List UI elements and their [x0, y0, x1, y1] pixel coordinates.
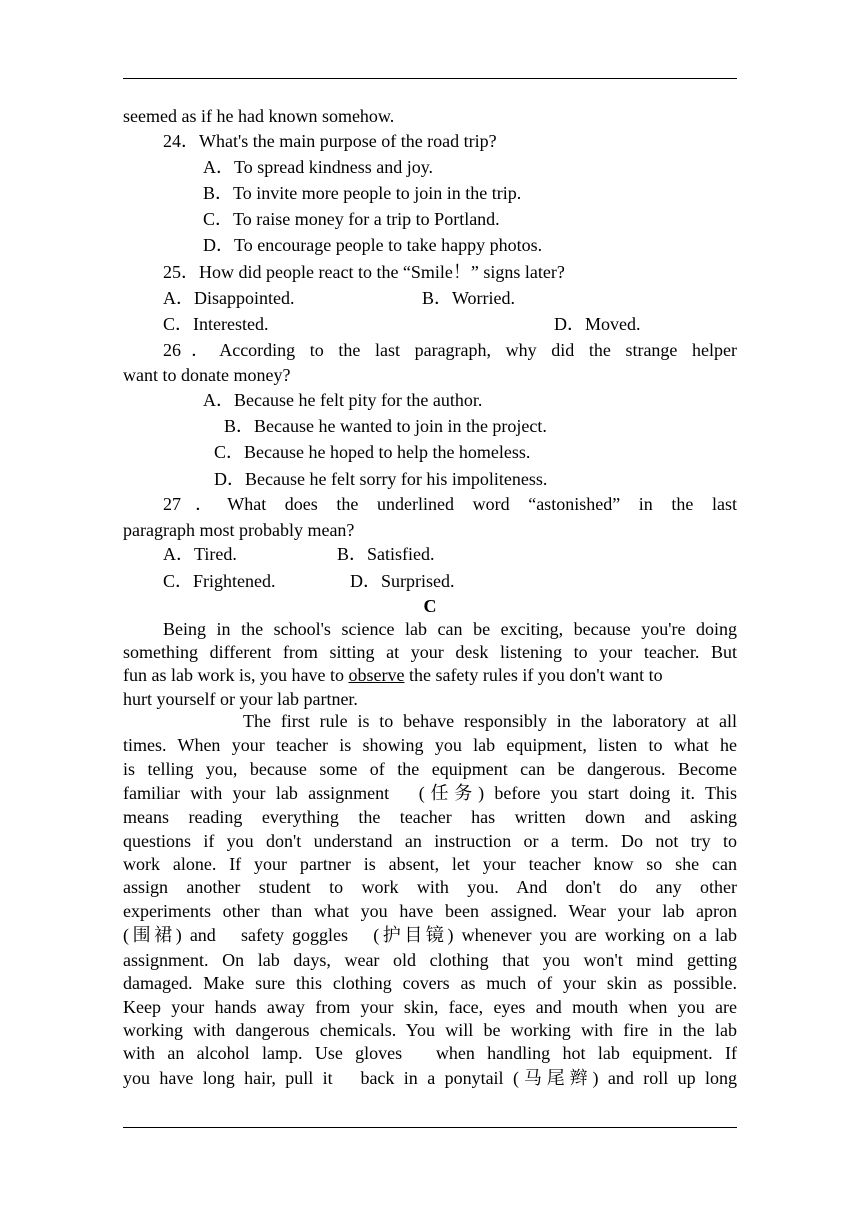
question-25-option-c: C．Interested. [163, 314, 269, 334]
passage-line: with an alcohol lamp. Use gloves when handling hot lab equipment. If [123, 1043, 737, 1063]
passage-line: work alone. If your partner is absent, let your teacher know so she can [123, 854, 737, 874]
passage-line: questions if you don't understand an instruction or a term. Do not try to [123, 831, 737, 851]
question-25-option-b: B．Worried. [422, 288, 516, 308]
passage-line: working with dangerous chemicals. You will be working with fire in the lab [123, 1020, 737, 1040]
passage-line: experiments other than what you have been assigned. Wear your lab apron [123, 901, 737, 921]
question-25-option-a: A．Disappointed. [163, 288, 295, 308]
question-27-option-d: D．Surprised. [350, 571, 455, 591]
passage-line: something different from sitting at your desk listening to your teacher. But [123, 642, 737, 662]
question-26-option-a: A．Because he felt pity for the author. [203, 390, 483, 410]
question-24-option-b: B．To invite more people to join in the trip. [203, 183, 522, 203]
footer-rule [123, 1127, 737, 1128]
question-25-stem: 25．How did people react to the “Smile！” signs later? [163, 262, 565, 282]
passage-text: fun as lab work is, you have to [123, 665, 344, 685]
continuation-line: seemed as if he had known somehow. [123, 106, 395, 126]
question-27-option-c: C．Frightened. [163, 571, 276, 591]
passage-line: is telling you, because some of the equipment can be dangerous. Become [123, 759, 737, 779]
question-24-option-a: A．To spread kindness and joy. [203, 157, 434, 177]
section-heading: C [423, 596, 437, 616]
question-25-option-d: D．Moved. [554, 314, 641, 334]
question-24-stem: 24．What's the main purpose of the road trip? [163, 131, 497, 151]
question-27-stem-line2: paragraph most probably mean? [123, 520, 355, 540]
passage-line: assignment. On lab days, wear old clothing that you won't mind getting [123, 950, 737, 970]
passage-line: familiar with your lab assignment (任务) before you start doing it. This [123, 783, 737, 803]
question-27-option-a: A．Tired. [163, 544, 237, 564]
passage-line: you have long hair, pull it back in a ponytail (马尾辫) and roll up long [123, 1068, 737, 1088]
passage-line: hurt yourself or your lab partner. [123, 689, 358, 709]
passage-line: assign another student to work with you. And don't do any other [123, 877, 737, 897]
passage-line: damaged. Make sure this clothing covers as much of your skin as possible. [123, 973, 737, 993]
passage-line: means reading everything the teacher has written down and asking [123, 807, 737, 827]
header-rule [123, 78, 737, 79]
question-26-option-c: C．Because he hoped to help the homeless. [214, 442, 531, 462]
passage-line [123, 664, 663, 686]
question-26-option-d: D．Because he felt sorry for his impoliteness. [214, 469, 548, 489]
question-24-option-d: D．To encourage people to take happy photos. [203, 235, 543, 255]
question-26-option-b: B．Because he wanted to join in the project. [224, 416, 547, 436]
passage-line: (围裙) and safety goggles (护目镜) whenever you are working on a lab [123, 925, 737, 945]
question-27-stem-line1: 27．What does the underlined word “astonished” in the last [163, 494, 737, 514]
question-24-option-c: C．To raise money for a trip to Portland. [203, 209, 500, 229]
passage-line: The first rule is to behave responsibly in the laboratory at all [243, 711, 737, 731]
underlined-word: observe [348, 665, 405, 685]
question-26-stem-line1: 26．According to the last paragraph, why did the strange helper [163, 340, 737, 360]
passage-line: Being in the school's science lab can be exciting, because you're doing [163, 619, 737, 639]
question-27-option-b: B．Satisfied. [337, 544, 435, 564]
passage-line: times. When your teacher is showing you lab equipment, listen to what he [123, 735, 737, 755]
passage-text: the safety rules if you don't want to [404, 665, 663, 685]
passage-line: Keep your hands away from your skin, face, eyes and mouth when you are [123, 997, 737, 1017]
question-26-stem-line2: want to donate money? [123, 365, 291, 385]
